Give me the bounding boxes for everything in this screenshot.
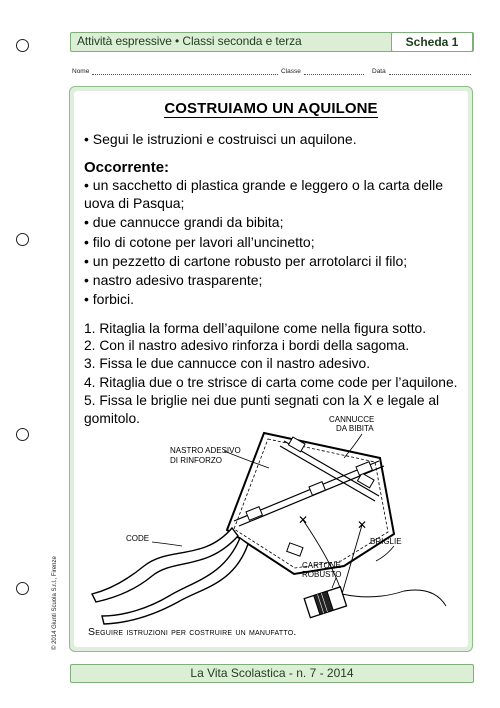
materials-item: • un sacchetto di plastica grande e leggero o la carta delle: [84, 177, 444, 193]
leader-line: [376, 546, 394, 561]
intro-text: • Segui le istruzioni e costruisci un aquilone.: [84, 131, 357, 147]
step-item: 1. Ritaglia la forma dell’aquilone come nella figura sotto.: [84, 321, 427, 336]
binder-hole: [16, 39, 29, 52]
diagram-caption: Seguire istruzioni per costruire un manufatto.: [88, 626, 297, 638]
label-cartone: CARTONE: [302, 561, 341, 570]
kite-diagram: [74, 416, 468, 631]
copyright-note: © 2014 Giunti Scuola S.r.l., Firenze: [52, 556, 58, 650]
materials-item: • nastro adesivo trasparente;: [84, 272, 263, 288]
leader-line: [332, 578, 336, 588]
materials-item: • un pezzetto di cartone robusto per arrotolarci il filo;: [84, 253, 408, 269]
name-field: [72, 68, 278, 75]
label-di-rinforzo: DI RINFORZO: [170, 456, 222, 465]
kite-sail: [227, 433, 394, 574]
label-da-bibita: DA BIBITA: [336, 424, 374, 433]
label-robusto: ROBUSTO: [302, 570, 342, 579]
footer-bar: La Vita Scolastica - n. 7 - 2014: [70, 664, 474, 683]
binder-hole: [16, 428, 29, 441]
kite-tail: [92, 528, 238, 602]
label-code: CODE: [126, 534, 150, 543]
kite-line: [342, 590, 446, 606]
name-label: Nome: [72, 68, 90, 75]
label-nastro-adesivo: NASTRO ADESIVO: [170, 446, 241, 455]
materials-item: • filo di cotone per lavori all’uncinetto;: [84, 234, 315, 250]
materials-item: • due cannucce grandi da bibita;: [84, 214, 284, 230]
materials-item: • forbici.: [84, 291, 135, 307]
step-item: 4. Ritaglia due o tre strisce di carta come code per l’aquilone.: [84, 375, 458, 390]
worksheet-panel: [74, 91, 468, 647]
step-item: 3. Fissa le due cannucce con il nastro adesivo.: [84, 356, 371, 371]
date-label: Data: [372, 68, 386, 75]
step-item: 5. Fissa le briglie nei due punti segnati con la X e legale al: [84, 393, 440, 408]
label-briglie: BRIGLIE: [370, 537, 402, 546]
leader-line: [152, 542, 182, 546]
x-mark: ✕: [357, 518, 368, 532]
worksheet-title: COSTRUIAMO UN AQUILONE: [164, 100, 378, 117]
scheda-badge: Scheda 1: [391, 32, 473, 52]
materials-heading: Occorrente:: [84, 159, 170, 176]
cardboard-spool: [304, 587, 346, 618]
x-mark: ✕: [298, 513, 309, 527]
label-cannucce: CANNUCCE: [329, 416, 375, 424]
header-title: Attività espressive • Classi seconda e terza: [77, 34, 302, 48]
step-item: 2. Con il nastro adesivo rinforza i bordi della sagoma.: [84, 338, 410, 353]
materials-item: uova di Pasqua;: [84, 195, 185, 211]
date-field: [372, 68, 471, 75]
class-field: [281, 68, 364, 75]
class-label: Classe: [281, 68, 301, 75]
binder-hole: [16, 582, 29, 595]
binder-hole: [16, 233, 29, 246]
step-item: gomitolo.: [84, 411, 140, 426]
header-bar: [70, 32, 474, 52]
worksheet-card: [69, 86, 473, 652]
